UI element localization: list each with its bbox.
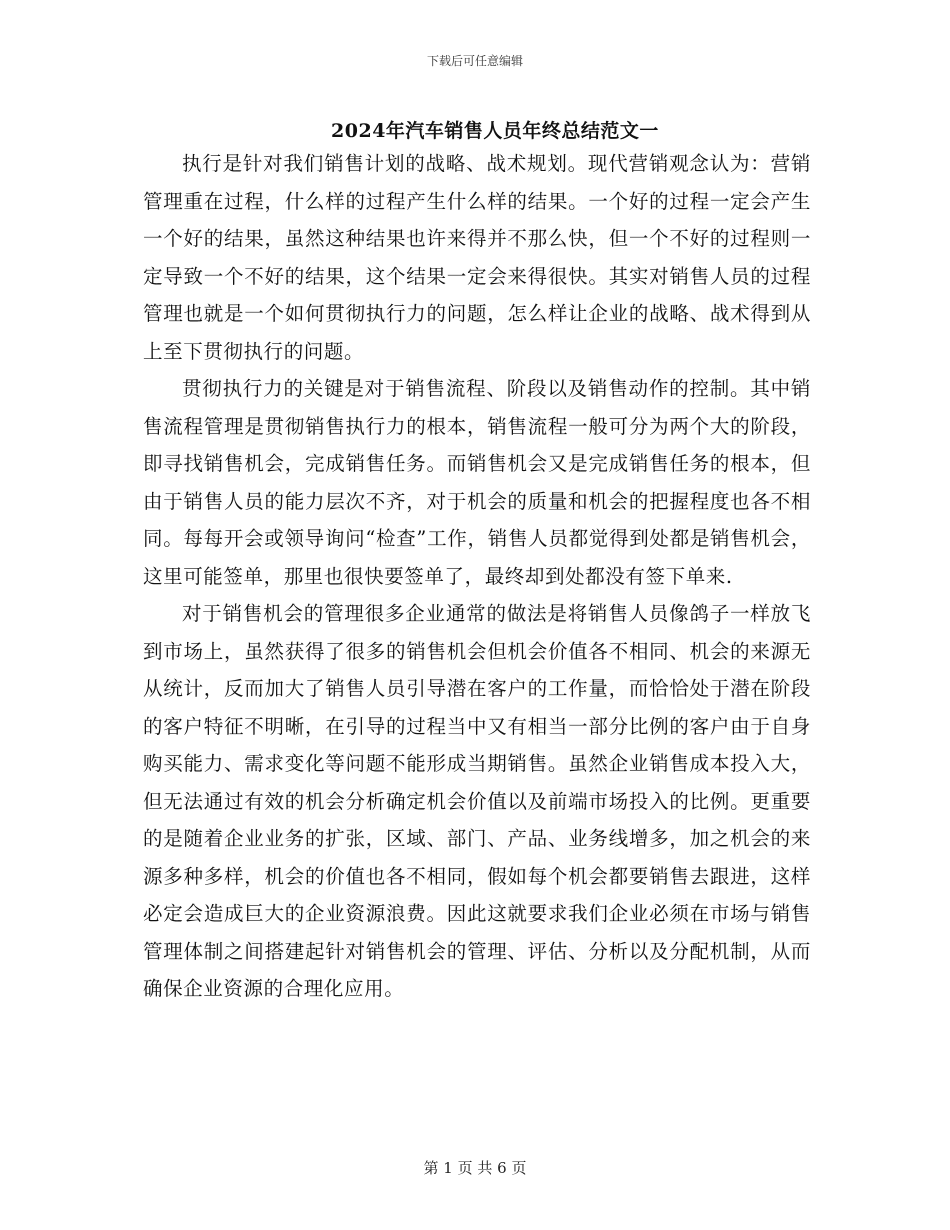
page-number: 第 1 页 共 6 页 xyxy=(423,1159,527,1177)
paragraph-2: 贯彻执行力的关键是对于销售流程、阶段以及销售动作的控制。其中销售流程管理是贯彻销售执行力的根本，销售流程一般可分为两个大的阶段，即寻找销售机会，完成销售任务。而销售机会又是完成销售任务的根本，但由于销售人员的能力层次不齐，对于机会的质量和机会的把握程度也各不相同。每每开会或领导询问“检查”工作，销售人员都觉得到处都是销售机会，这里可能签单，那里也很快要签单了，最终却到处都没有签下单来. xyxy=(143,377,811,588)
document-body xyxy=(143,145,811,1008)
page-header: 下载后可任意编辑 xyxy=(426,54,523,68)
document-title: 2024年汽车销售人员年终总结范文一 xyxy=(331,120,659,142)
paragraph-3: 对于销售机会的管理很多企业通常的做法是将销售人员像鸽子一样放飞到市场上，虽然获得了很多的销售机会但机会价值各不相同、机会的来源无从统计，反而加大了销售人员引导潜在客户的工作量，而恰恰处于潜在阶段的客户特征不明晰，在引导的过程当中又有相当一部分比例的客户由于自身购买能力、需求变化等问题不能形成当期销售。虽然企业销售成本投入大，但无法通过有效的机会分析确定机会价值以及前端市场投入的比例。更重要的是随着企业业务的扩张，区域、部门、产品、业务线增多，加之机会的来源多种多样，机会的价值也各不相同，假如每个机会都要销售去跟进，这样必定会造成巨大的企业资源浪费。因此这就要求我们企业必须在市场与销售管理体制之间搭建起针对销售机会的管理、评估、分析以及分配机制，从而确保企业资源的合理化应用。 xyxy=(143,602,811,1000)
paragraph-1: 执行是针对我们销售计划的战略、战术规划。现代营销观念认为：营销管理重在过程，什么样的过程产生什么样的结果。一个好的过程一定会产生一个好的结果，虽然这种结果也许来得并不那么快，但一个不好的过程则一定导致一个不好的结果，这个结果一定会来得很快。其实对销售人员的过程管理也就是一个如何贯彻执行力的问题，怎么样让企业的战略、战术得到从上至下贯彻执行的问题。 xyxy=(143,152,811,363)
